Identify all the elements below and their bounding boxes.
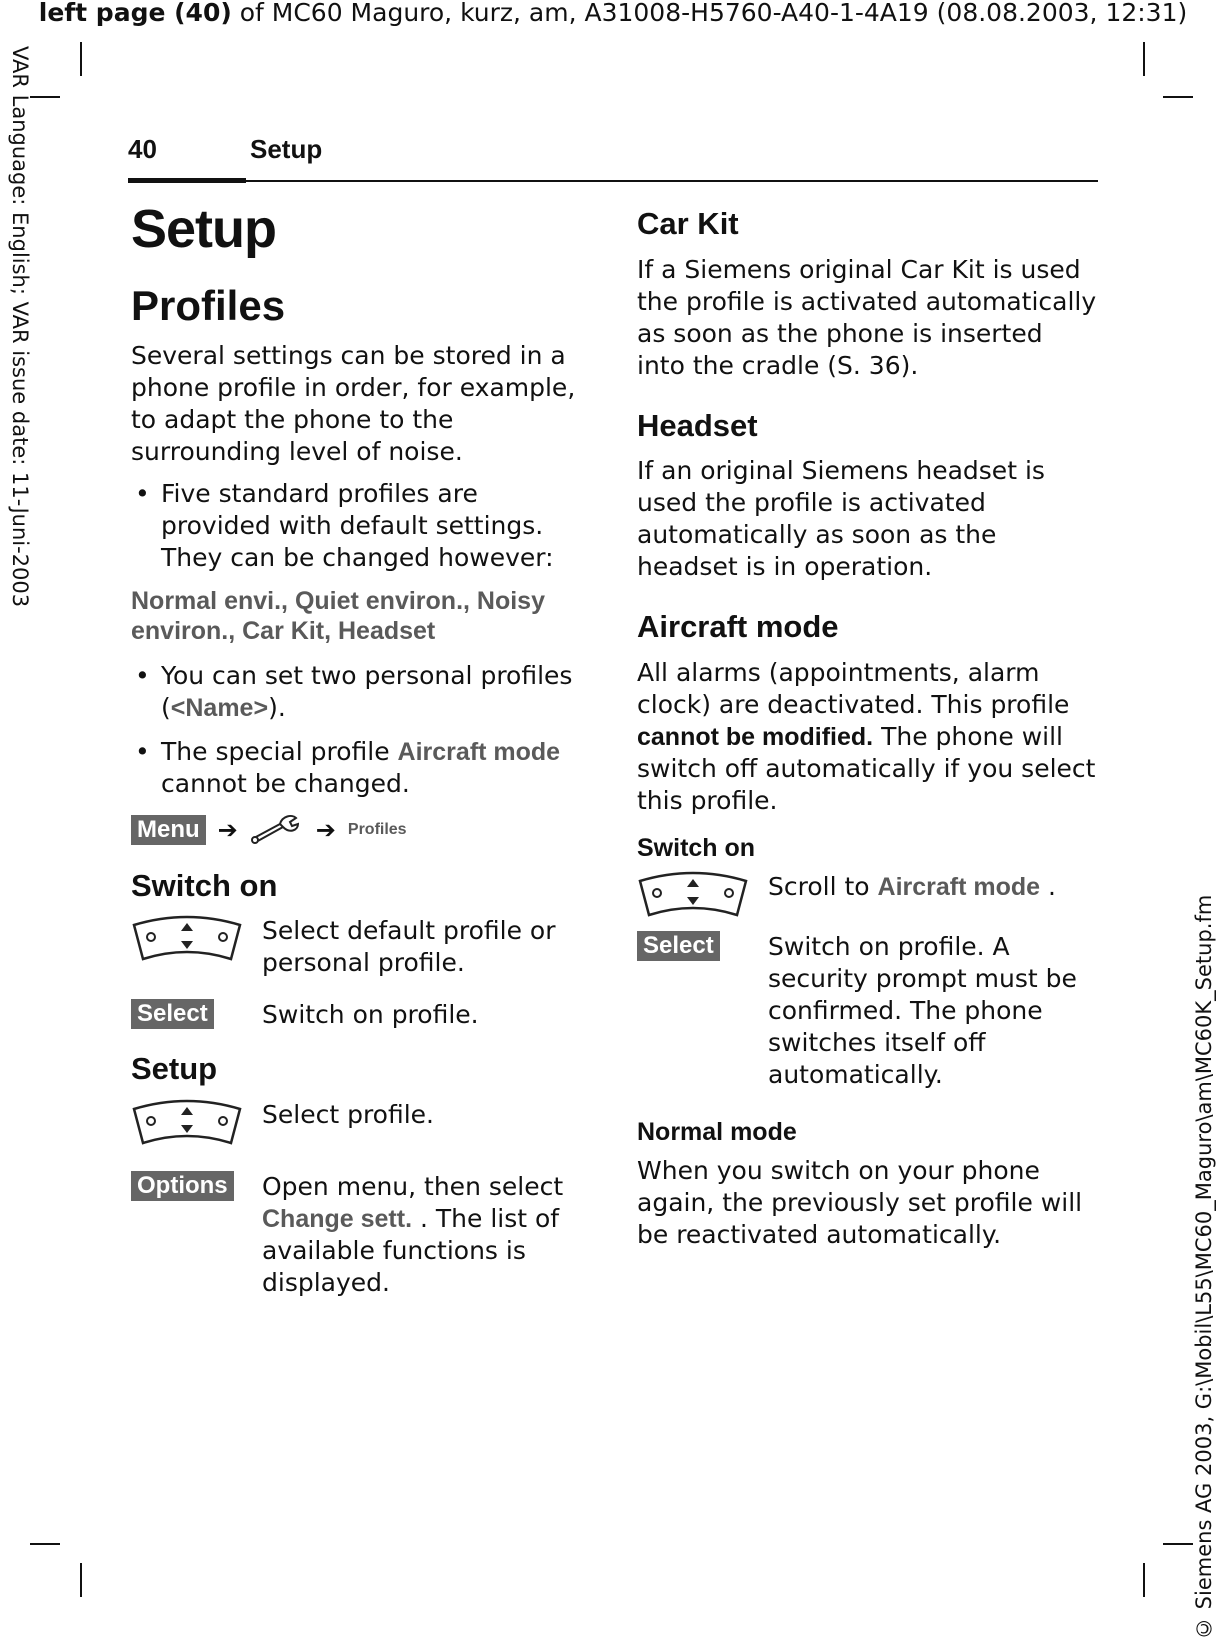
menu-softkey[interactable]: Menu [131,815,206,845]
menu-target-profiles: Profiles [347,820,407,838]
ui-change-sett: Change sett. [262,1204,413,1233]
profiles-heading: Profiles [131,282,286,330]
switch-on-heading: Switch on [131,867,278,903]
step-text: Open menu, then select Change sett. . The list of available functions is displayed. [262,1171,564,1297]
step-row [637,931,1097,1091]
ui-name-placeholder: <Name> [170,693,269,722]
left-column [131,200,591,1319]
profiles-intro: Several settings can be stored in a phone profile in order, for example, to adapt the phone to the surrounding level of noise. [131,340,576,466]
side-note-left: VAR Language: English; VAR issue date: 11-Juni-2003 [8,46,32,608]
print-header-line [0,0,1226,27]
arrow-right-icon: ➔ [217,815,238,844]
nav-key-icon[interactable] [131,1099,262,1151]
aircraft-switch-on-heading: Switch on [637,833,756,862]
headset-text: If an original Siemens headset is used the profile is activated automatically as soon as the headset is in operation. [637,456,1045,582]
bullet-aircraft-mode: • The special profile Aircraft mode cannot be changed. [131,736,591,800]
print-header-bold: left page (40) [38,0,232,27]
arrow-right-icon: ➔ [315,815,336,844]
car-kit-text: If a Siemens original Car Kit is used the profile is activated automatically as soon as the phone is inserted into the cradle (S. 36). [637,254,1097,380]
normal-mode-text: When you switch on your phone again, the previously set profile will be reactivated automatically. [637,1155,1083,1249]
crop-mark [1143,42,1145,76]
step-text: Select default profile or personal profile. [262,916,556,978]
ui-aircraft-mode: Aircraft mode [397,737,561,766]
standard-profile-names: Normal envi., Quiet environ., Noisy environ., Car Kit, Headset [131,586,545,645]
crop-mark [80,1563,82,1597]
header-rule [128,180,1098,182]
nav-key-icon[interactable] [131,915,262,979]
right-column [637,200,1097,1261]
step-text: Select profile. [262,1099,434,1129]
step-row [131,1099,591,1151]
menu-path [131,812,591,848]
crop-mark [30,1543,60,1545]
step-text: Switch on profile. [262,1000,479,1030]
crop-mark [80,42,82,76]
car-kit-heading: Car Kit [637,206,739,241]
step-row [131,915,591,979]
aircraft-mode-heading: Aircraft mode [637,609,839,645]
side-note-right: © Siemens AG 2003, G:\Mobil\L55\MC60_Maguro\am\MC60K_Setup.fm [1192,894,1216,1640]
nav-key-icon[interactable] [637,871,768,923]
profiles-bullets [131,478,591,574]
normal-mode-heading: Normal mode [637,1117,797,1146]
bullet-standard-profiles: • Five standard profiles are provided with default settings. They can be changed however: [131,478,591,574]
select-softkey[interactable]: Select [637,931,720,961]
bullet-personal-profiles: • You can set two personal profiles (<Name>). [131,660,591,724]
wrench-icon [250,812,304,848]
setup-subheading: Setup [131,1051,218,1087]
emphasis-cannot-be-modified: cannot be modified. [637,722,874,751]
crop-mark [1163,1543,1193,1545]
crop-mark [30,96,60,98]
ui-aircraft-mode: Aircraft mode [877,872,1041,901]
print-header-rest: of MC60 Maguro, kurz, am, A31008-H5760-A40-1-4A19 (08.08.2003, 12:31) [231,0,1188,27]
step-row [131,1171,591,1299]
profiles-bullets-2 [131,660,591,800]
step-row [637,871,1097,923]
select-softkey[interactable]: Select [131,999,214,1029]
header-rule-accent [128,178,246,183]
options-softkey[interactable]: Options [131,1171,234,1201]
crop-mark [1143,1563,1145,1597]
aircraft-mode-text: All alarms (appointments, alarm clock) are deactivated. This profile cannot be modified. The phone will switch off automatically if you select this profile. [637,657,1096,815]
headset-heading: Headset [637,407,758,443]
page-number: 40 [128,134,157,164]
page-title: Setup [131,199,277,259]
crop-mark [1163,96,1193,98]
step-text: Switch on profile. A security prompt must be confirmed. The phone switches itself off automatically. [768,931,1077,1089]
step-row [131,999,591,1031]
step-text: Scroll to Aircraft mode . [768,871,1056,901]
running-head: Setup [250,134,323,164]
